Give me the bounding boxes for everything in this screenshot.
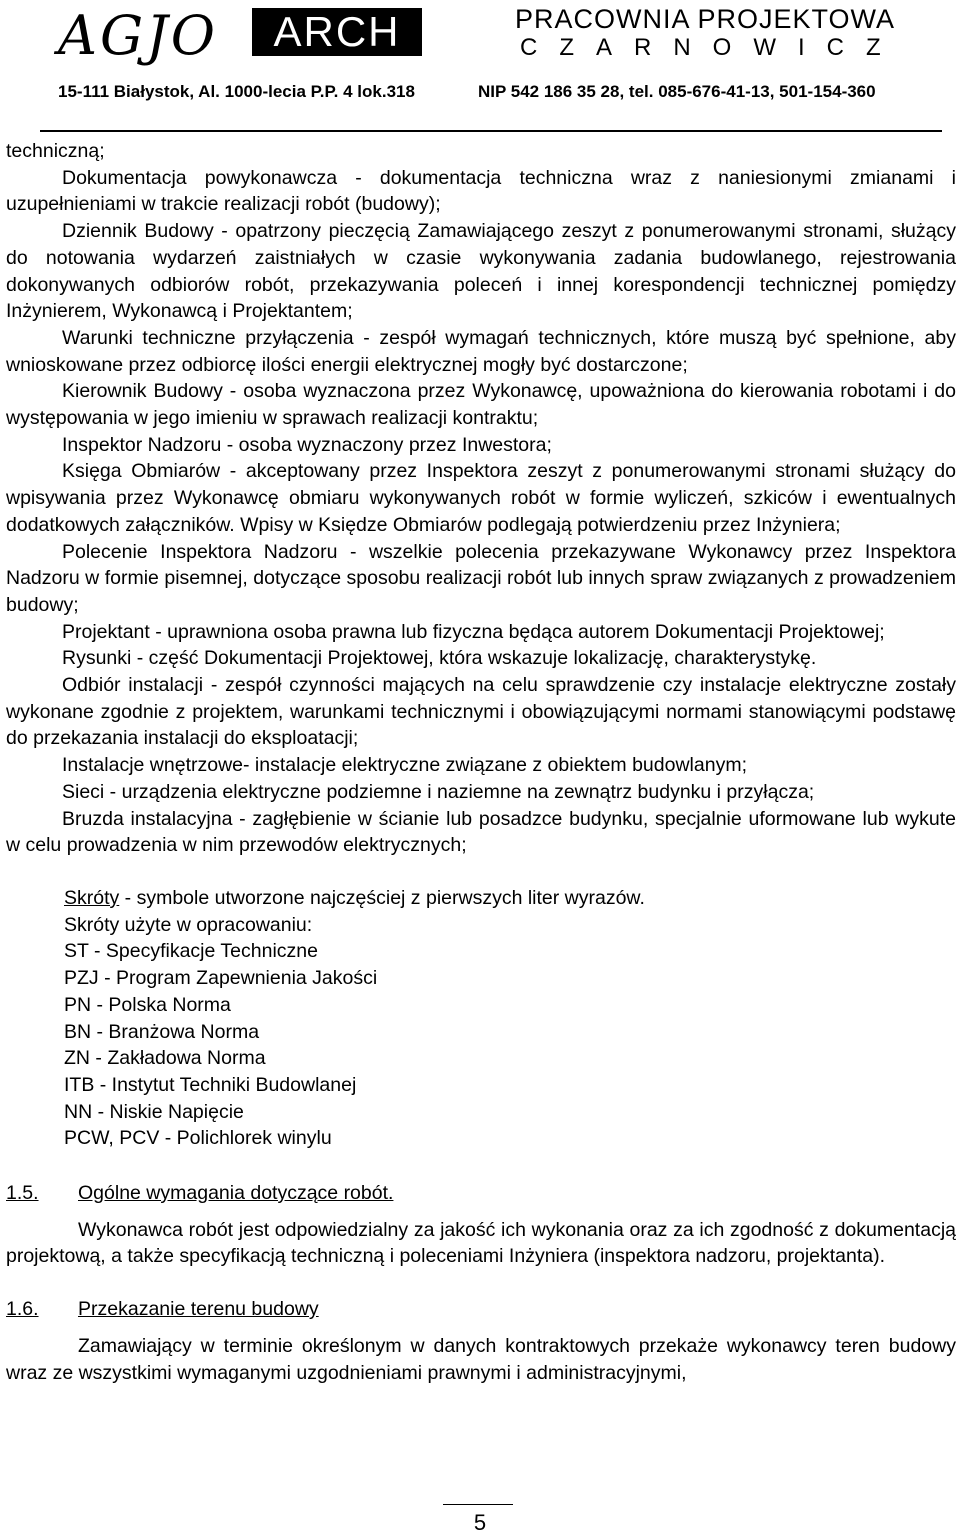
definition-ksiega-obmiarow: Księga Obmiarów - akceptowany przez Inspektora zeszyt z ponumerowanymi stronami służący do wpisywania przez Wykonawcę obmiaru wykonywanych robót w formie wyliczeń, szkiców i ewentualnych dodatkowych załączników. Wpisy w Księdze Obmiarów podlegają potwierdzeniu przez Inżyniera;	[6, 460, 956, 536]
section-1-6-heading	[6, 1296, 956, 1323]
page-number: 5	[473, 1510, 487, 1535]
header-divider	[40, 130, 942, 132]
definition-kierownik-budowy: Kierownik Budowy - osoba wyznaczona przez Wykonawcę, upoważniona do kierowania robotami i do występowania w jego imieniu w sprawach realizacji kontraktu;	[6, 380, 956, 430]
section-number: 1.5.	[6, 1182, 39, 1205]
firm-name-line2: CZARNOWICZ	[520, 34, 903, 61]
firm-name-line1: PRACOWNIA PROJEKTOWA	[515, 4, 896, 34]
agjo-logo: AGJO	[58, 4, 219, 67]
abbreviations-definition	[64, 885, 956, 912]
list-item: ST - Specyfikacje Techniczne	[64, 940, 318, 963]
definition-rysunki: Rysunki - część Dokumentacji Projektowej, która wskazuje lokalizację, charakterystykę.	[62, 647, 817, 670]
section-1-6-text: Zamawiający w terminie określonym w danych kontraktowych przekaże wykonawcy teren budowy wraz ze wszystkimi wymaganymi uzgodnieniami prawnymi i administracyjnymi,	[6, 1334, 956, 1384]
abbreviations-def: - symbole utworzone najczęściej z pierwszych liter wyrazów.	[119, 886, 645, 909]
definition-projektant: Projektant - uprawniona osoba prawna lub fizyczna będąca autorem Dokumentacji Projektowej;	[62, 620, 885, 643]
section-1-5-text: Wykonawca robót jest odpowiedzialny za jakość ich wykonania oraz za ich zgodność z dokumentacją projektową, a także specyfikacją techniczną i poleceniami Inżyniera (inspektora nadzoru, projektanta).	[6, 1218, 956, 1268]
section-number: 1.6.	[6, 1298, 39, 1321]
definition-sieci: Sieci - urządzenia elektryczne podziemne i naziemne na zewnątrz budynku i przyłącza;	[62, 780, 815, 803]
list-item: PN - Polska Norma	[64, 993, 231, 1016]
firm-contact: NIP 542 186 35 28, tel. 085-676-41-13, 501-154-360	[478, 82, 876, 101]
list-item: ZN - Zakładowa Norma	[64, 1047, 266, 1070]
paragraph: techniczną;	[6, 140, 105, 162]
definition-dokumentacja-powykonawcza: Dokumentacja powykonawcza - dokumentacja techniczna wraz z naniesionymi zmianami i uzupełnieniami w trakcie realizacji robót (budowy);	[6, 166, 956, 216]
letterhead	[0, 0, 960, 130]
arch-logo: ARCH	[252, 8, 422, 56]
definition-inspektor-nadzoru: Inspektor Nadzoru - osoba wyznaczony przez Inwestora;	[62, 433, 552, 456]
definition-odbior-instalacji: Odbiór instalacji - zespół czynności mających na celu sprawdzenie czy instalacje elektryczne zostały wykonane zgodnie z projektem, warunkami technicznymi i obowiązującymi normami stanowiącymi podstawę do przekazania instalacji do eksploatacji;	[6, 674, 956, 750]
definition-dziennik-budowy: Dziennik Budowy - opatrzony pieczęcią Zamawiającego zeszyt z ponumerowanymi stronami, służący do notowania wydarzeń zaistniałych w czasie wykonywania zadania budowlanego, rejestrowania dokonywanych odbiorów robót, przekazywania poleceń i innej korespondencji technicznej pomiędzy Inżynierem, Wykonawcą i Projektantem;	[6, 220, 956, 323]
list-item: ITB - Instytut Techniki Budowlanej	[64, 1073, 357, 1096]
list-item: PZJ - Program Zapewnienia Jakości	[64, 967, 378, 990]
footer-divider	[443, 1504, 513, 1505]
section-title: Ogólne wymagania dotyczące robót.	[78, 1182, 394, 1205]
definition-polecenie-inspektora: Polecenie Inspektora Nadzoru - wszelkie polecenia przekazywane Wykonawcy przez Inspektora Nadzoru w formie pisemnej, dotyczące sposobu realizacji robót lub innych spraw związanych z prowadzeniem budowy;	[6, 540, 956, 616]
firm-address: 15-111 Białystok, Al. 1000-lecia P.P. 4 lok.318	[58, 82, 415, 101]
section-title: Przekazanie terenu budowy	[78, 1298, 319, 1321]
section-1-5-heading	[6, 1180, 956, 1207]
list-item: BN - Branżowa Norma	[64, 1020, 260, 1043]
abbreviations-term: Skróty	[64, 886, 120, 909]
abbreviations-list	[6, 885, 956, 1152]
list-item: PCW, PCV - Polichlorek winylu	[64, 1127, 332, 1150]
definition-bruzda-instalacyjna: Bruzda instalacyjna - zagłębienie w ścianie lub posadzce budynku, specjalnie uformowane lub wykute w celu prowadzenia w nim przewodów elektrycznych;	[6, 807, 956, 857]
abbreviations-intro: Skróty użyte w opracowaniu:	[64, 913, 313, 936]
definition-instalacje-wnetrzowe: Instalacje wnętrzowe- instalacje elektryczne związane z obiektem budowlanym;	[62, 754, 747, 777]
document-body	[6, 138, 956, 1386]
list-item: NN - Niskie Napięcie	[64, 1100, 244, 1123]
definition-warunki-techniczne: Warunki techniczne przyłączenia - zespół wymagań technicznych, które muszą być spełnione, aby wnioskowane przez odbiorcę ilości energii elektrycznej mogły być dostarczone;	[6, 326, 956, 376]
